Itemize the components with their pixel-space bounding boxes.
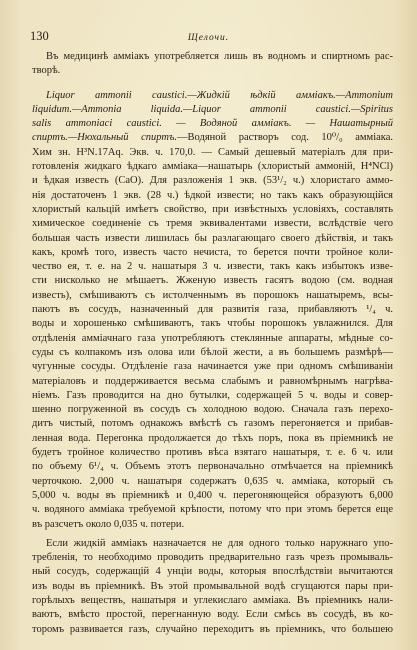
text-line: химическое соединеніе съ тремя эквивалентами извести, вслѣдствіе чего bbox=[32, 218, 393, 230]
paragraph-3 bbox=[32, 537, 393, 637]
text-line: Хим зн. H³N.17Aq. Экв. ч. 170,0. — Самый дешевый матеріалъ для при- bbox=[32, 146, 393, 158]
text-line: воды и хорошенько смѣшиваютъ, такъ чтобы порошокъ увлажнился. Для bbox=[32, 318, 393, 330]
text-line: большая часть извести лишилась бы разлагающаго своего дѣйствія, и такъ bbox=[32, 232, 393, 244]
text-line: черточкою. 2,000 ч. нашатыря содержатъ 0,635 ч. амміака, который съ bbox=[32, 475, 393, 487]
text-line: и ѣдкая известь (CaO). Для разложенія 1 экв. (53¹/₂ ч.) хлористаго аммо- bbox=[32, 175, 393, 187]
text-line: Liquor ammonii caustici.—Жидкій ѣдкій амміакъ.—Ammonium bbox=[46, 89, 393, 101]
text-line: ніемъ. Газъ проводится на дно бутылки, содержащей 5 ч. воды и совер- bbox=[32, 389, 393, 401]
page-number: 130 bbox=[30, 29, 49, 43]
text-line: salis ammoniaci caustici. — Водяной амміакъ. — Нашатырный bbox=[32, 118, 393, 130]
text-line: торомъ развивается газъ, случайно переходитъ въ пріемникъ, что большею bbox=[32, 623, 393, 635]
text-line: сти нисколько не мѣшаетъ. Жженую известь гасятъ водою (см. водная bbox=[32, 275, 393, 287]
text-line: изъ воды въ пріемникѣ. Въ этой промывальной водѣ сгущаются пары при- bbox=[32, 580, 393, 592]
text-line: Въ медицинѣ амміакъ употребляется лишь въ водномъ и спиртномъ рас- bbox=[46, 51, 393, 62]
paragraph-2 bbox=[32, 89, 393, 532]
text-line: готовленія жидкаго ѣдкаго амміака—нашатырь (хлористый аммоній, H⁴NCl) bbox=[32, 161, 393, 173]
text-line: въ разсчетъ около 0,035 ч. потери. bbox=[32, 518, 185, 530]
text-line: чество ея, т. е. на 2 ч. нашатыря 3 ч. извести, такъ какъ избытокъ изве- bbox=[32, 261, 393, 273]
text-line: 5,000 ч. воды въ пріемникѣ и 0,400 ч. перегоняющейся образуютъ 6,000 bbox=[32, 489, 393, 501]
text-segment: —Водяной растворъ сод. 10⁰/₀ амміака. bbox=[177, 132, 393, 144]
running-title: Щелочи. bbox=[187, 33, 230, 43]
text-line: творѣ. bbox=[32, 65, 61, 77]
text-line: горѣлыхъ веществъ, нашатыря и углекислаго амміака. Въ пріемникъ нали- bbox=[32, 594, 393, 606]
text-line: паютъ въ сосудъ, назначенный для развитія газа, прибавляютъ ¹/₄ ч. bbox=[32, 304, 393, 316]
paragraph-1 bbox=[32, 50, 393, 79]
text-line: liquidum.—Ammonia liquida.—Liquor ammonii caustici.—Spiritus bbox=[32, 103, 393, 115]
text-line: какъ, кромѣ того, известь часто нечиста, то берется почти тройное коли- bbox=[32, 246, 393, 258]
text-line: отдѣленія амміачнаго газа употребляютъ стеклянные аппараты, мѣдные со- bbox=[32, 332, 393, 344]
text-line: ч. водяного амміака требуемой крѣпости, потому что при этомъ берется еще bbox=[32, 504, 393, 516]
text-line bbox=[32, 131, 393, 145]
text-line: по объему 6¹/₄ ч. Объемъ этотъ первоначально отмѣчается на пріемникѣ bbox=[32, 461, 393, 473]
text-line: чугунные сосуды. Отдѣленіе газа начинается уже при одномъ смѣшиваніи bbox=[32, 361, 393, 373]
page-body bbox=[32, 50, 393, 637]
text-line: шенно погруженной въ сосудъ съ холодною водою. Сначала газъ перехо- bbox=[32, 404, 393, 416]
text-line: требленія, то необходимо проводить предварительно газъ чрезъ промываль- bbox=[32, 552, 393, 564]
text-line: ный сосудъ, содержащій 4 унціи воды, которыя впослѣдствіи вычитаются bbox=[32, 566, 393, 578]
text-line: будетъ тройное количество противъ вѣса взятаго нашатыря, т. е. 6 ч. или bbox=[32, 447, 393, 459]
text-line: суды съ колпакомъ изъ олова или бѣлой жести, а въ большемъ размѣрѣ— bbox=[32, 346, 393, 358]
italic-segment: спиртъ.—Нюхальный спиртъ. bbox=[32, 132, 178, 144]
text-line: хлористый кальцій имѣетъ свойство, при извѣстныхъ условіяхъ, составлять bbox=[32, 203, 393, 215]
text-line: матеріаловъ и поддерживается весьма слабымъ и равномѣрнымъ нагрѣва- bbox=[32, 375, 393, 387]
text-line: дитъ чистый, потомъ однакожъ вмѣстѣ съ газомъ перегоняется и прибав- bbox=[32, 418, 393, 430]
text-line: нія достаточенъ 1 экв. (28 ч.) ѣдкой извести; но такъ какъ образующійся bbox=[32, 189, 393, 201]
text-line: Если жидкій амміакъ назначается не для одного только наружнаго упо- bbox=[46, 537, 393, 549]
text-line: известь), смѣшиваютъ съ истолченнымъ въ порошокъ нашатыремъ, всы- bbox=[32, 289, 393, 301]
text-line: ваютъ, вмѣсто простой, перегнанную воду. Если смѣсь въ сосудѣ, въ ко- bbox=[32, 609, 393, 621]
text-line: ленная вода. Перегонка продолжается до тѣхъ поръ, пока въ пріемникѣ не bbox=[32, 432, 393, 444]
